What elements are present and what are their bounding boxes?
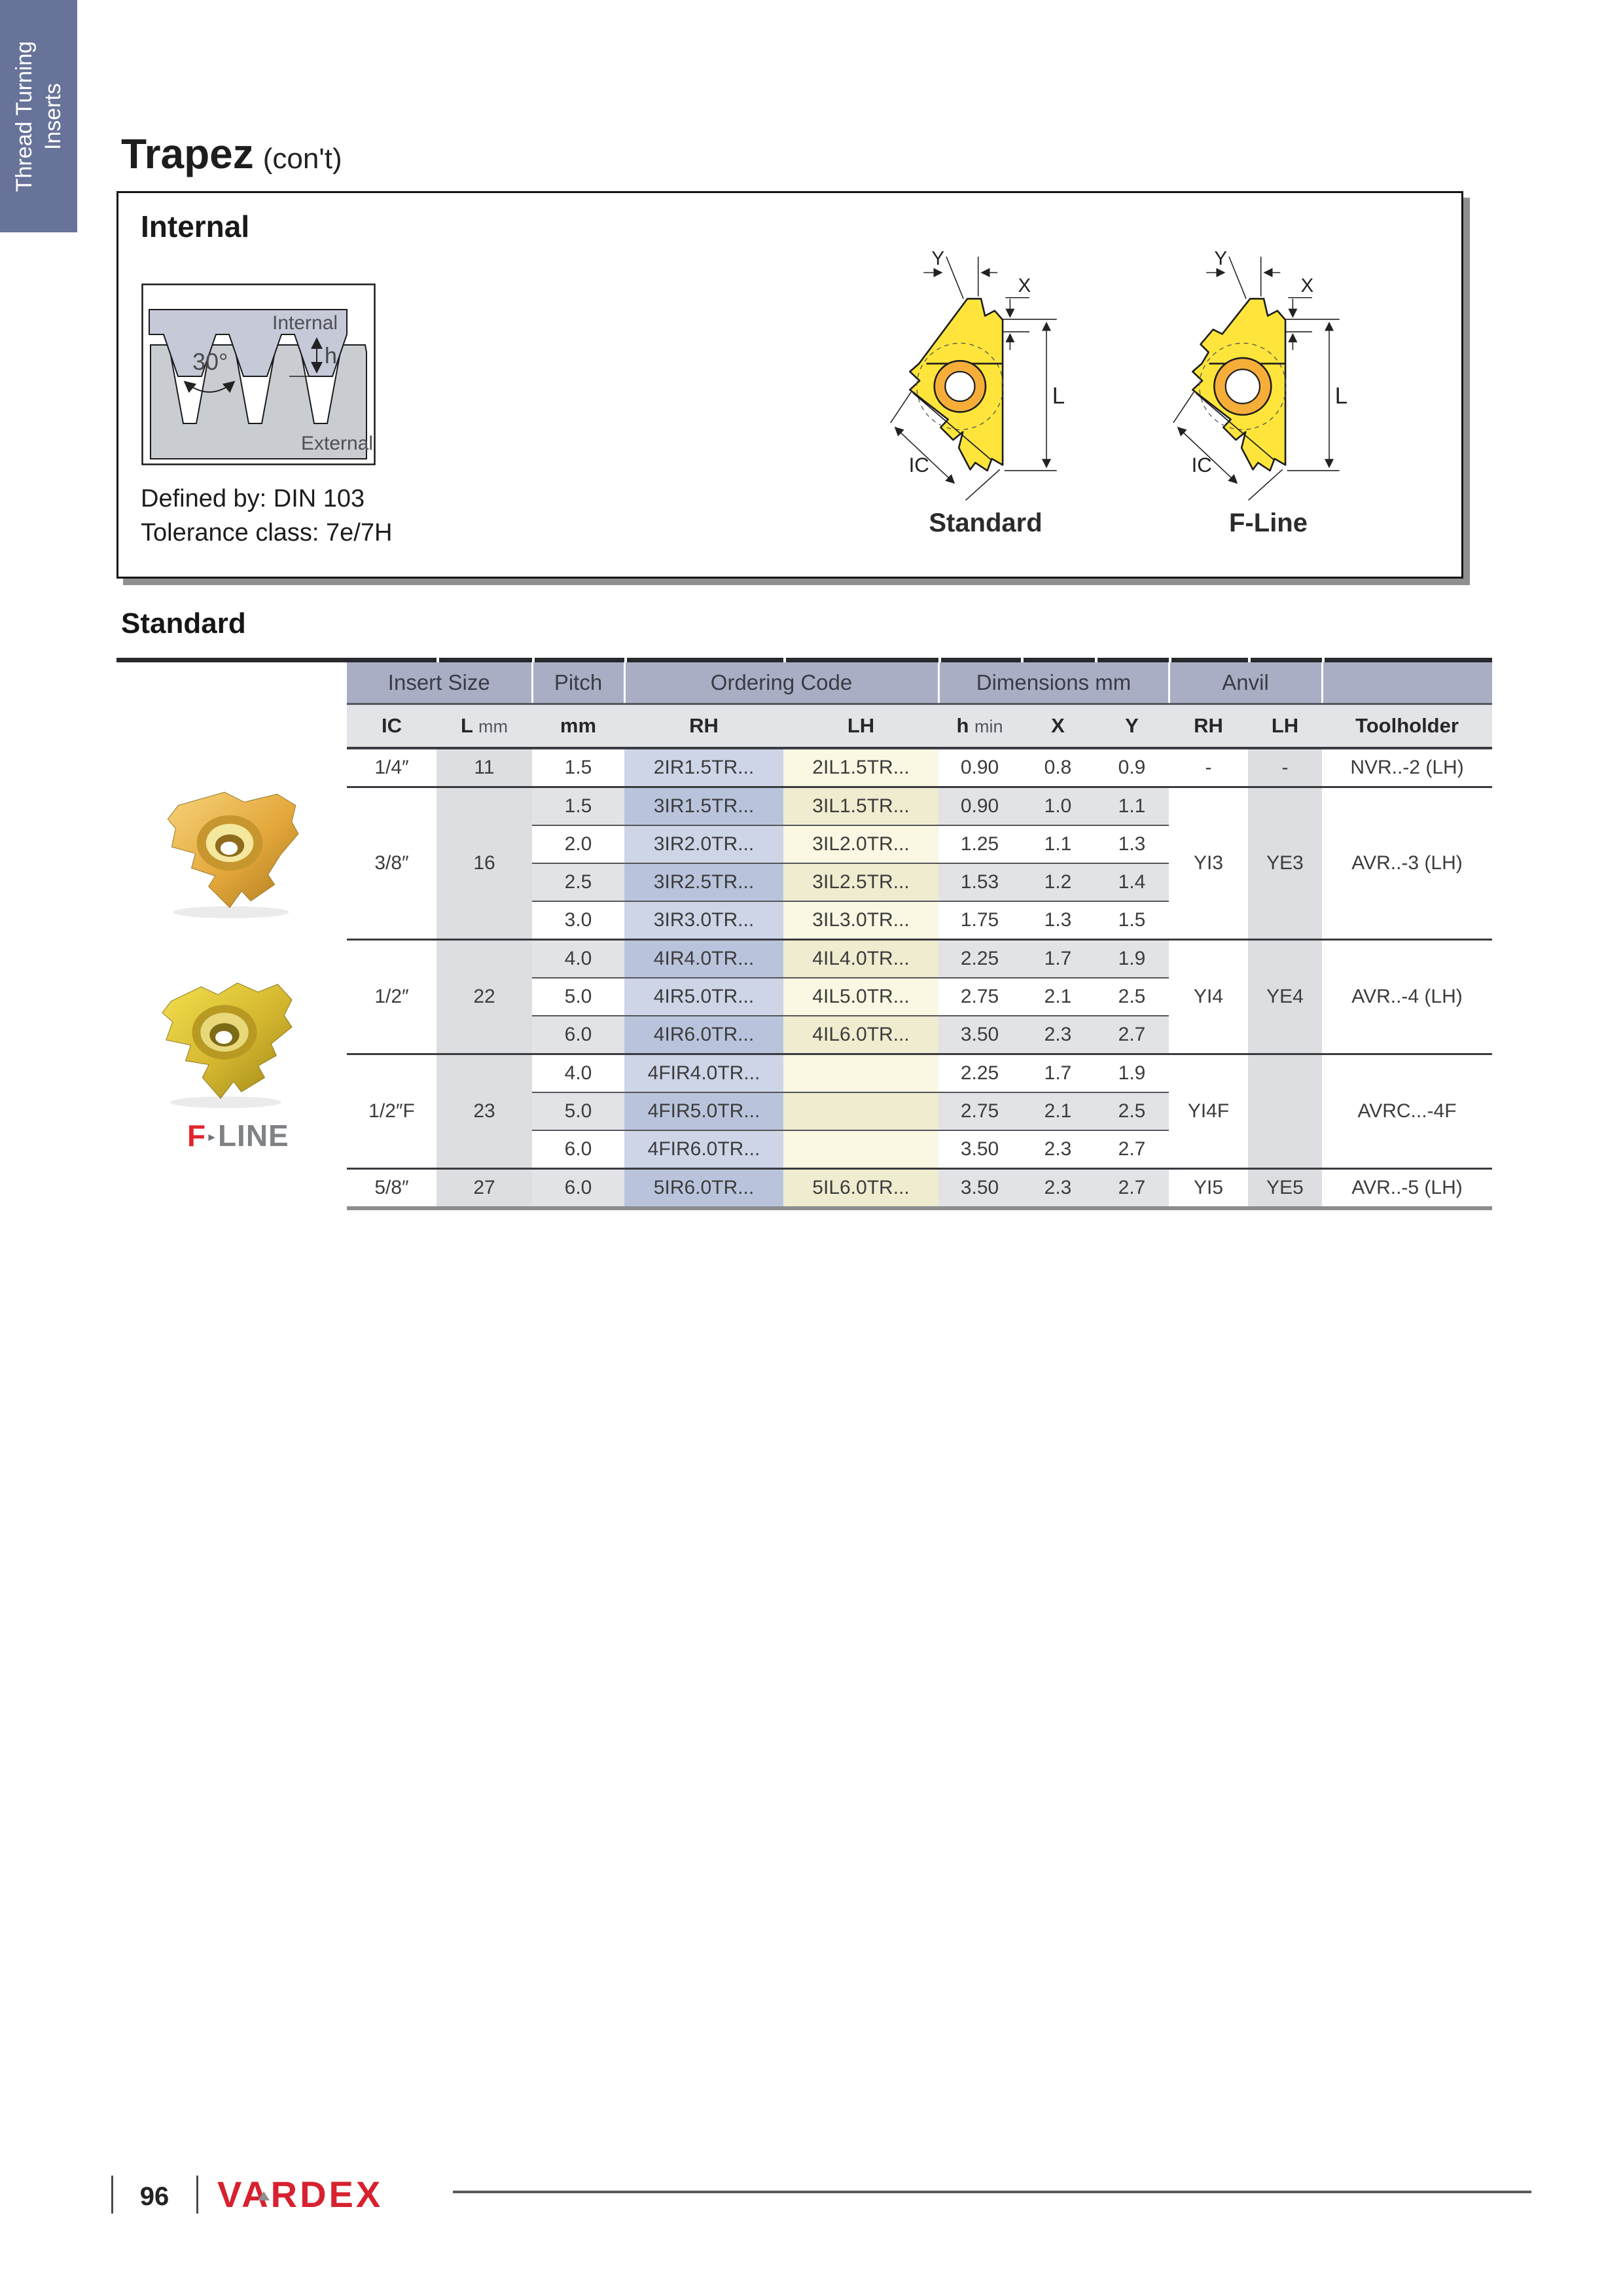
col-group-dimensions: Dimensions mm: [938, 662, 1169, 704]
cell-y: 2.7: [1095, 1130, 1169, 1169]
cell-ordering-lh: 4IL4.0TR...: [783, 940, 938, 978]
cell-y: 2.7: [1095, 1016, 1169, 1054]
cell-hmin: 2.75: [938, 978, 1021, 1016]
table-row: [347, 1169, 1492, 1207]
cell-x: 2.3: [1021, 1016, 1095, 1054]
cell-y: 1.3: [1095, 825, 1169, 863]
col-pitch-mm: mm: [532, 704, 624, 749]
col-hmin: h min: [938, 704, 1021, 749]
cell-x: 1.7: [1021, 940, 1095, 978]
cell-ordering-rh: 2IR1.5TR...: [624, 748, 783, 787]
cell-ordering-rh: 4IR4.0TR...: [624, 940, 783, 978]
cell-ordering-rh: 4FIR6.0TR...: [624, 1130, 783, 1169]
cell-pitch: 5.0: [532, 978, 624, 1016]
cell-l: 23: [437, 1054, 532, 1169]
cell-ordering-lh: 5IL6.0TR...: [783, 1169, 938, 1207]
col-x: X: [1021, 704, 1095, 749]
cell-ordering-lh: 4IL5.0TR...: [783, 978, 938, 1016]
cell-anvil-lh: YE4: [1248, 940, 1322, 1054]
screw-hole: [945, 372, 974, 401]
insert-table: [347, 662, 1492, 1206]
footer-divider-right: [196, 2176, 198, 2214]
cell-x: 0.8: [1021, 748, 1095, 787]
cell-hmin: 0.90: [938, 787, 1021, 826]
cell-ordering-lh: 3IL3.0TR...: [783, 901, 938, 940]
cell-x: 1.3: [1021, 901, 1095, 940]
internal-definition-box: [116, 191, 1463, 579]
col-anvil-lh: LH: [1248, 704, 1322, 749]
cell-toolholder: AVR..-3 (LH): [1322, 787, 1492, 940]
page-number: 96: [139, 2182, 169, 2211]
cell-x: 2.3: [1021, 1130, 1095, 1169]
cell-anvil-rh: -: [1169, 748, 1248, 787]
cell-toolholder: NVR..-2 (LH): [1322, 748, 1492, 787]
insert-photo-fline: [143, 967, 305, 1110]
table-row: [347, 1054, 1492, 1093]
cell-ic: 5/8″: [347, 1169, 437, 1207]
cell-hmin: 1.75: [938, 901, 1021, 940]
table-row: [347, 748, 1492, 787]
cell-y: 1.5: [1095, 901, 1169, 940]
col-l-unit: mm: [478, 717, 508, 736]
cell-ordering-lh: 2IL1.5TR...: [783, 748, 938, 787]
cell-y: 1.9: [1095, 1054, 1169, 1093]
col-group-blank: [1322, 662, 1492, 704]
cell-ordering-lh: 3IL2.0TR...: [783, 825, 938, 863]
cell-anvil-lh: [1248, 1054, 1322, 1169]
cell-pitch: 1.5: [532, 748, 624, 787]
cell-l: 22: [437, 940, 532, 1054]
col-rh: RH: [624, 704, 783, 749]
cell-ic: 1/2″: [347, 940, 437, 1054]
vardex-logo: [217, 2173, 383, 2215]
defined-by-text: Defined by: DIN 103: [141, 485, 365, 512]
footer-divider-left: [111, 2176, 113, 2214]
insert-photo-standard: [145, 776, 310, 921]
col-group-insert-size: Insert Size: [347, 662, 532, 704]
cell-x: 1.2: [1021, 863, 1095, 901]
table-body: [347, 748, 1492, 1206]
cell-ordering-lh: [783, 1130, 938, 1169]
page-title-main: Trapez: [121, 130, 254, 177]
cell-ordering-lh: 3IL1.5TR...: [783, 787, 938, 826]
y-dim-label: Y: [1214, 247, 1228, 270]
cell-y: 1.1: [1095, 787, 1169, 826]
col-lh: LH: [783, 704, 938, 749]
cell-x: 2.1: [1021, 1092, 1095, 1130]
cell-pitch: 3.0: [532, 901, 624, 940]
page-title: [121, 130, 342, 178]
col-toolholder: Toolholder: [1322, 704, 1492, 749]
internal-label: Internal: [272, 312, 338, 334]
cell-ordering-lh: [783, 1054, 938, 1093]
chapter-tab-label: [10, 41, 67, 192]
standard-diagram-label: Standard: [929, 509, 1043, 537]
fline-insert-diagram: [1154, 244, 1383, 506]
cell-anvil-lh: YE5: [1248, 1169, 1322, 1207]
table-row: [347, 787, 1492, 826]
fline-logo-f: F: [187, 1119, 206, 1153]
cell-y: 0.9: [1095, 748, 1169, 787]
cell-y: 1.4: [1095, 863, 1169, 901]
col-group-pitch: Pitch: [532, 662, 624, 704]
cell-ordering-lh: 3IL2.5TR...: [783, 863, 938, 901]
fline-logo-line: LINE: [217, 1119, 289, 1153]
external-label: External: [301, 433, 374, 454]
fline-brand-logo: [187, 1118, 289, 1153]
standard-insert-diagram: [871, 244, 1100, 506]
cell-ordering-rh: 3IR3.0TR...: [624, 901, 783, 940]
cell-toolholder: AVR..-4 (LH): [1322, 940, 1492, 1054]
chapter-tab-line1: Thread Turning: [11, 41, 37, 192]
col-hmin-unit: min: [974, 717, 1003, 736]
cell-l: 16: [437, 787, 532, 940]
cell-ordering-rh: 3IR1.5TR...: [624, 787, 783, 826]
col-y: Y: [1095, 704, 1169, 749]
page-title-suffix: (con't): [262, 143, 342, 175]
cell-y: 1.9: [1095, 940, 1169, 978]
cell-toolholder: AVR..-5 (LH): [1322, 1169, 1492, 1207]
cell-ordering-rh: 3IR2.0TR...: [624, 825, 783, 863]
cell-ic: 1/4″: [347, 748, 437, 787]
cell-hmin: 3.50: [938, 1016, 1021, 1054]
cell-y: 2.5: [1095, 978, 1169, 1016]
cell-hmin: 1.53: [938, 863, 1021, 901]
cell-ordering-rh: 4FIR5.0TR...: [624, 1092, 783, 1130]
thread-profile-diagram: [141, 283, 376, 465]
cell-l: 27: [437, 1169, 532, 1207]
cell-l: 11: [437, 748, 532, 787]
cell-hmin: 2.75: [938, 1092, 1021, 1130]
cell-anvil-lh: YE3: [1248, 787, 1322, 940]
cell-pitch: 4.0: [532, 940, 624, 978]
chapter-tab-line2: Inserts: [41, 82, 65, 150]
cell-ic: 1/2″F: [347, 1054, 437, 1169]
cell-ordering-rh: 4IR5.0TR...: [624, 978, 783, 1016]
l-dim-label: L: [1052, 384, 1065, 409]
vardex-logo-text: VARDEX: [217, 2174, 383, 2215]
cell-x: 1.7: [1021, 1054, 1095, 1093]
table-group-header-row: [347, 662, 1492, 704]
cell-toolholder: AVRC...-4F: [1322, 1054, 1492, 1169]
table-row: [347, 940, 1492, 978]
l-dim-label: L: [1334, 384, 1348, 409]
cell-anvil-rh: YI5: [1169, 1169, 1248, 1207]
cell-ordering-lh: [783, 1092, 938, 1130]
cell-anvil-lh: -: [1248, 748, 1322, 787]
ic-dim-label: IC: [908, 453, 929, 476]
cell-anvil-rh: YI3: [1169, 787, 1248, 940]
cell-anvil-rh: YI4F: [1169, 1054, 1248, 1169]
tolerance-text: Tolerance class: 7e/7H: [141, 519, 393, 547]
cell-pitch: 2.5: [532, 863, 624, 901]
h-label: h: [325, 344, 337, 368]
chapter-tab: [0, 0, 77, 232]
angle-label: 30°: [192, 348, 228, 375]
cell-ordering-lh: 4IL6.0TR...: [783, 1016, 938, 1054]
table-sub-header-row: [347, 704, 1492, 749]
cell-hmin: 2.25: [938, 1054, 1021, 1093]
x-dim-label: X: [1018, 275, 1031, 297]
cell-hmin: 0.90: [938, 748, 1021, 787]
cell-pitch: 2.0: [532, 825, 624, 863]
col-ic: IC: [347, 704, 437, 749]
cell-ic: 3/8″: [347, 787, 437, 940]
cell-hmin: 1.25: [938, 825, 1021, 863]
col-anvil-rh: RH: [1169, 704, 1248, 749]
fline-logo-arrow-icon: ►: [206, 1131, 217, 1143]
ic-dim-label: IC: [1191, 453, 1212, 476]
cell-x: 2.3: [1021, 1169, 1095, 1207]
cell-ordering-rh: 5IR6.0TR...: [624, 1169, 783, 1207]
screw-hole: [1226, 369, 1260, 403]
fline-diagram-label: F-Line: [1229, 509, 1308, 537]
cell-pitch: 6.0: [532, 1016, 624, 1054]
col-l: L mm: [437, 704, 532, 749]
section-heading: Standard: [121, 607, 246, 639]
cell-ordering-rh: 4FIR4.0TR...: [624, 1054, 783, 1093]
x-dim-label: X: [1300, 275, 1314, 297]
cell-pitch: 6.0: [532, 1169, 624, 1207]
col-group-anvil: Anvil: [1169, 662, 1322, 704]
footer-rule: [453, 2191, 1531, 2193]
y-dim-label: Y: [931, 247, 945, 270]
cell-x: 1.1: [1021, 825, 1095, 863]
cell-pitch: 4.0: [532, 1054, 624, 1093]
cell-y: 2.5: [1095, 1092, 1169, 1130]
cell-ordering-rh: 3IR2.5TR...: [624, 863, 783, 901]
cell-y: 2.7: [1095, 1169, 1169, 1207]
standard-table: [347, 662, 1492, 1210]
table-top-rule: [116, 658, 1492, 662]
cell-pitch: 1.5: [532, 787, 624, 826]
col-group-ordering-code: Ordering Code: [624, 662, 938, 704]
cell-pitch: 5.0: [532, 1092, 624, 1130]
cell-anvil-rh: YI4: [1169, 940, 1248, 1054]
cell-x: 1.0: [1021, 787, 1095, 826]
cell-hmin: 3.50: [938, 1169, 1021, 1207]
cell-hmin: 2.25: [938, 940, 1021, 978]
cell-ordering-rh: 4IR6.0TR...: [624, 1016, 783, 1054]
cell-pitch: 6.0: [532, 1130, 624, 1169]
cell-hmin: 3.50: [938, 1130, 1021, 1169]
cell-x: 2.1: [1021, 978, 1095, 1016]
vardex-logo-triangle-icon: [258, 2191, 270, 2200]
internal-box-heading: Internal: [141, 209, 250, 243]
